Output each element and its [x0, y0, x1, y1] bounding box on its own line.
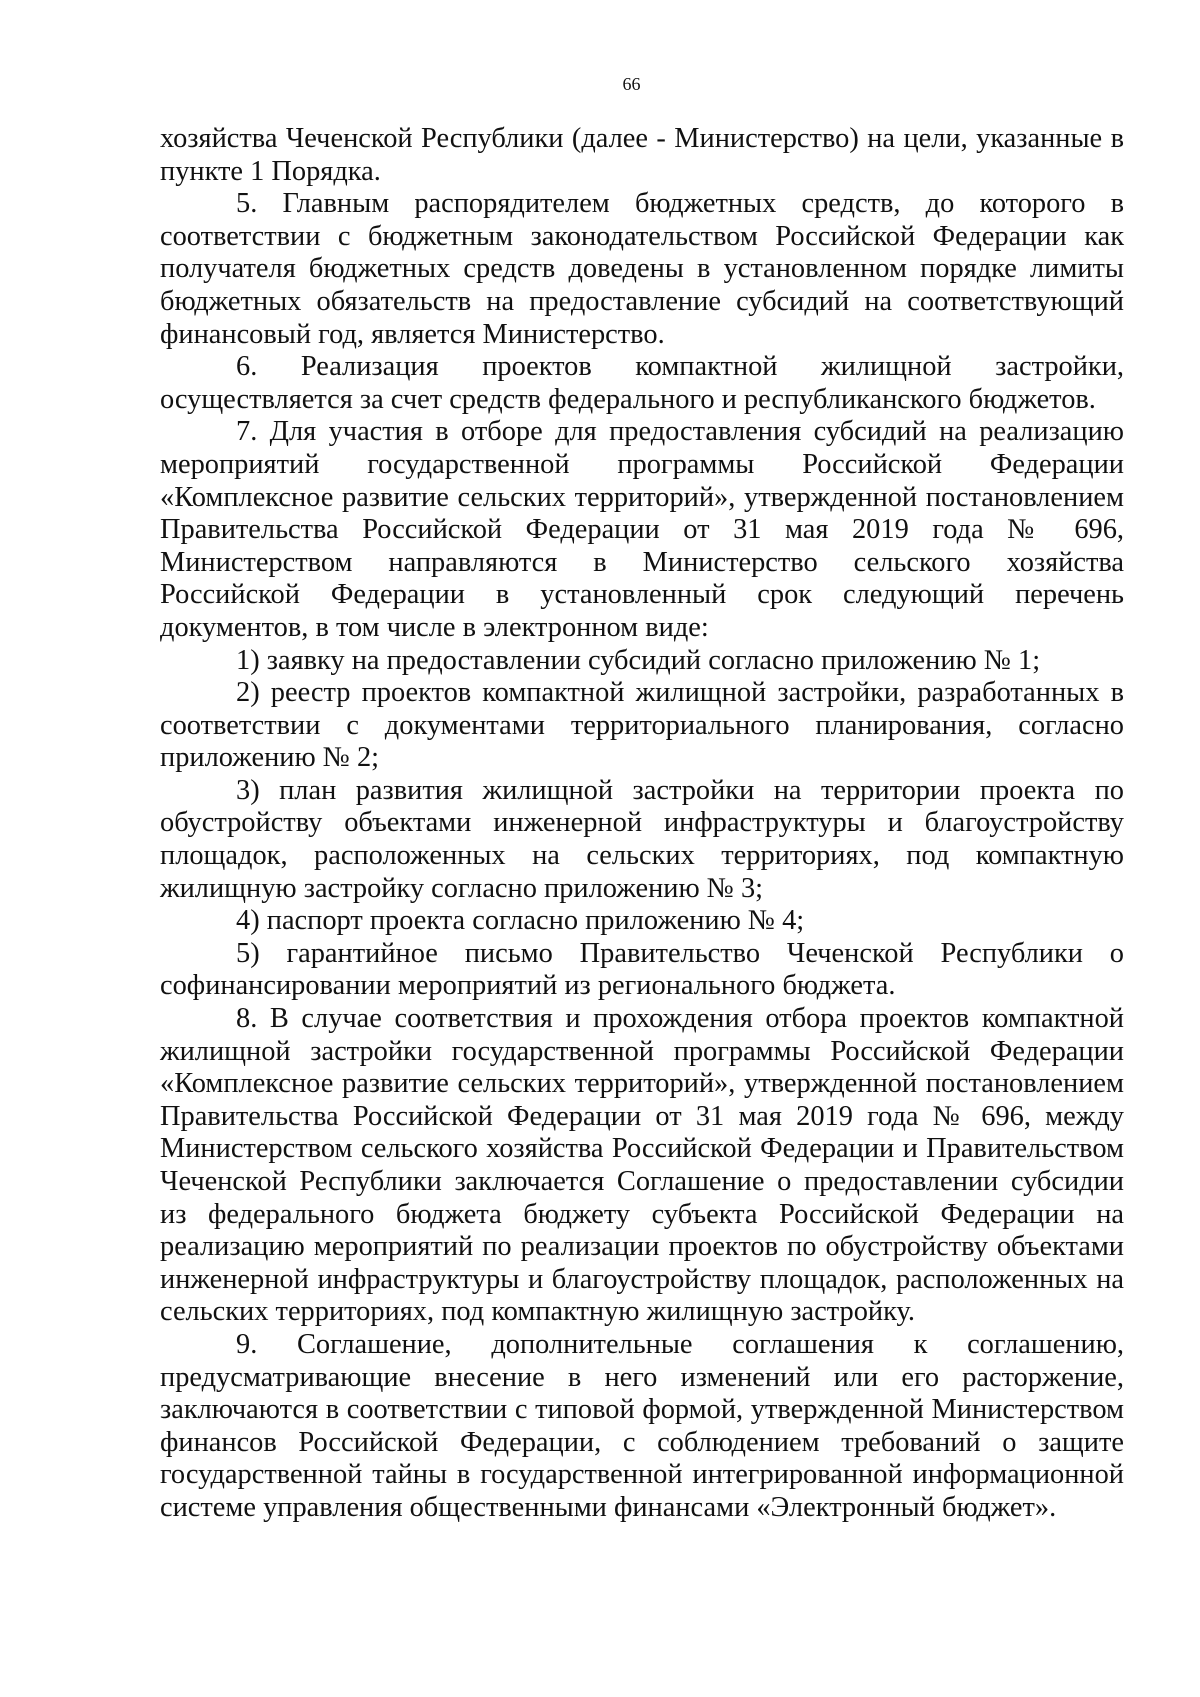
page-number: 66	[622, 74, 641, 94]
paragraph-9: 9. Соглашение, дополнительные соглашения к соглашению, предусматривающие внесение в него изменений или его расторжение, заключаются в соответствии с типовой формой, утвержденной Министерством финансов Российской Федерации, с соблюдением требований о защите государственной тайны в государственной интегрированной информационной системе управления общественными финансами «Электронный бюджет».	[160, 1328, 1124, 1523]
list-item-2: 2) реестр проектов компактной жилищной застройки, разработанных в соответствии с документами территориального планирования, согласно приложению № 2;	[160, 677, 1124, 774]
paragraph-6: 6. Реализация проектов компактной жилищной застройки, осуществляется за счет средств федерального и республиканского бюджетов.	[160, 351, 1124, 415]
document-body	[160, 123, 1124, 1525]
paragraph-7: 7. Для участия в отборе для предоставления субсидий на реализацию мероприятий государственной программы Российской Федерации «Комплексное развитие сельских территорий», утвержденной постановлением Правительства Российской Федерации от 31 мая 2019 года № 696, Министерством направляются в Министерство сельского хозяйства Российской Федерации в установленный срок следующий перечень документов, в том числе в электронном виде:	[160, 416, 1124, 643]
list-item-1: 1) заявку на предоставлении субсидий согласно приложению № 1;	[236, 644, 1041, 676]
paragraph-8: 8. В случае соответствия и прохождения отбора проектов компактной жилищной застройки государственной программы Российской Федерации «Комплексное развитие сельских территорий», утвержденной постановлением Правительства Российской Федерации от 31 мая 2019 года № 696, между Министерством сельского хозяйства Российской Федерации и Правительством Чеченской Республики заключается Соглашение о предоставлении субсидии из федерального бюджета бюджету субъекта Российской Федерации на реализацию мероприятий по реализации проектов по обустройству объектами инженерной инфраструктуры и благоустройству площадок, расположенных на сельских территориях, под компактную жилищную застройку.	[160, 1003, 1124, 1328]
paragraph-5: 5. Главным распорядителем бюджетных средств, до которого в соответствии с бюджетным законодательством Российской Федерации как получателя бюджетных средств доведены в установленном порядке лимиты бюджетных обязательств на предоставление субсидий на соответствующий финансовый год, является Министерство.	[160, 188, 1124, 350]
list-item-4: 4) паспорт проекта согласно приложению № 4;	[236, 905, 805, 937]
list-item-3: 3) план развития жилищной застройки на территории проекта по обустройству объектами инженерной инфраструктуры и благоустройству площадок, расположенных на сельских территориях, под компактную жилищную застройку согласно приложению № 3;	[160, 774, 1124, 904]
paragraph-continuation: хозяйства Чеченской Республики (далее - Министерство) на цели, указанные в пункте 1 Порядка.	[160, 123, 1124, 187]
list-item-5: 5) гарантийное письмо Правительство Чеченской Республики о софинансировании мероприятий из регионального бюджета.	[160, 937, 1124, 1002]
